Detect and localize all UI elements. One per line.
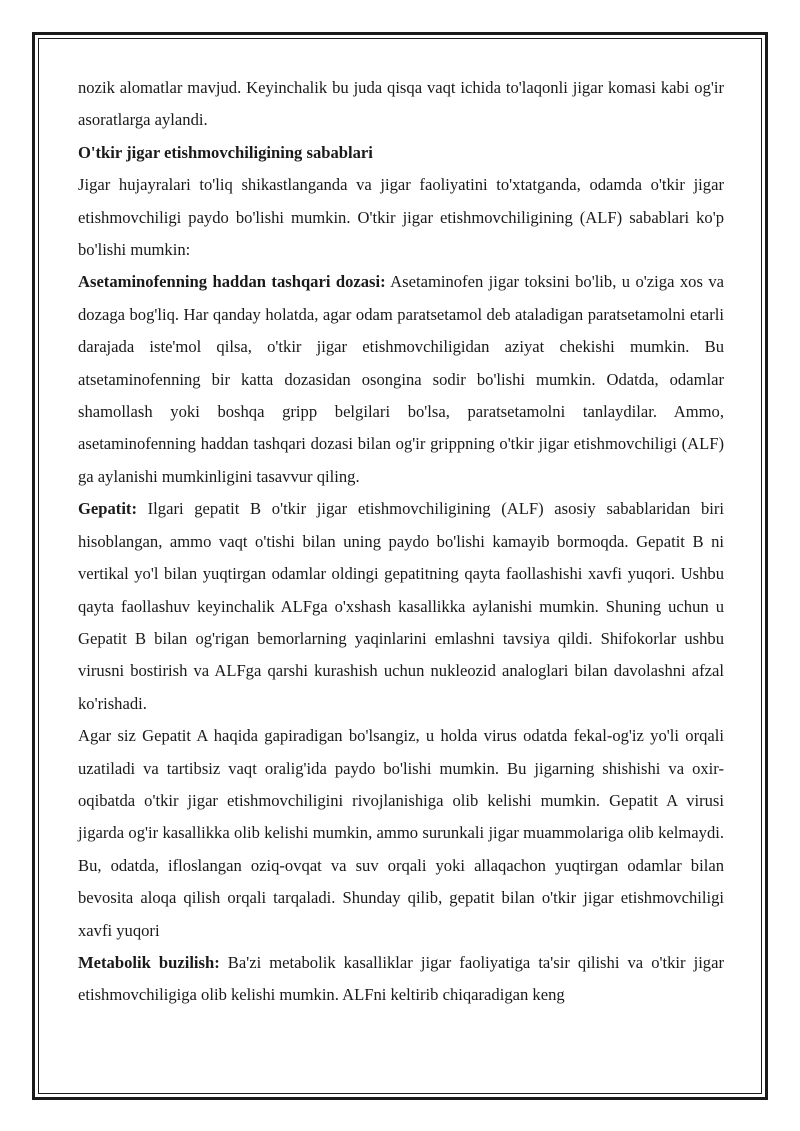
hepatitis-text: Ilgari gepatit B o'tkir jigar etishmovchiligining (ALF) asosiy sabablaridan biri hisoblangan, ammo vaqt o'tishi bilan uning paydo bo'lishi kamayib bormoqda. Gepatit B ni vertikal yo'l bilan yuqtirgan odamlar oldingi gepatitning qayta faollashishi xavfi yuqori. Ushbu qayta faollashuv keyinchalik ALFga o'xshash kasallikka aylanishi mumkin. Shuning uchun u Gepatit B bilan og'rigan bemorlarning yaqinlarini emlashni tavsiya qildi. Shifokorlar ushbu virusni bostirish va ALFga qarshi kurashish uchun nukleozid analoglari bilan davolashni afzal ko'rishadi. bbox=[78, 499, 724, 713]
hepatitis-lead: Gepatit: bbox=[78, 499, 137, 519]
acetaminophen-lead: Asetaminofenning haddan tashqari dozasi: bbox=[78, 272, 386, 292]
paragraph-acetaminophen bbox=[78, 266, 724, 493]
metabolic-text: Ba'zi metabolik kasalliklar jigar faoliyatiga ta'sir qilishi va o'tkir jigar etishmovchiligiga olib kelishi mumkin. ALFni keltirib chiqaradigan keng bbox=[78, 952, 724, 1005]
paragraph-metabolic bbox=[78, 947, 724, 1012]
paragraph-hepatitis-a: Agar siz Gepatit A haqida gapiradigan bo'lsangiz, u holda virus odatda fekal-og'iz yo'li orqali uzatiladi va tartibsiz vaqt oralig'ida paydo bo'lishi mumkin. Bu jigarning shishishi va oxir-oqibatda o'tkir jigar etishmovchiligini rivojlanishiga olib kelishi mumkin. Gepatit A virusi jigarda og'ir kasallikka olib kelishi mumkin, ammo surunkali jigar muammolariga olib kelmaydi. Bu, odatda, ifloslangan oziq-ovqat va suv orqali yoki allaqachon yuqtirgan odamlar bilan bevosita aloqa qilish orqali tarqaladi. Shunday qilib, gepatit bilan o'tkir jigar etishmovchiligi xavfi yuqori bbox=[78, 726, 724, 940]
paragraph-causes-intro: Jigar hujayralari to'liq shikastlanganda va jigar faoliyatini to'xtatganda, odamda o'tkir jigar etishmovchiligi paydo bo'lishi mumkin. O'tkir jigar etishmovchiligining (ALF) sabablari ko'p bo'lishi mumkin: bbox=[78, 175, 724, 260]
paragraph-hepatitis bbox=[78, 493, 724, 720]
paragraph-intro: nozik alomatlar mavjud. Keyinchalik bu juda qisqa vaqt ichida to'laqonli jigar komasi kabi og'ir asoratlarga aylandi. bbox=[78, 78, 724, 130]
acetaminophen-text: Asetaminofen jigar toksini bo'lib, u o'ziga xos va dozaga bog'liq. Har qanday holatda, agar odam paratsetamol deb ataladigan paratsetamolni etarli darajada iste'mol qilsa, o'tkir jigar etishmovchiligidan aziyat chekishi mumkin. Bu atsetaminofenning bir katta dozasidan osongina sodir bo'lishi mumkin. Odatda, odamlar shamollash yoki boshqa gripp belgilari bo'lsa, paratsetamolni tanlaydilar. Ammo, asetaminofenning haddan tashqari dozasi bilan og'ir grippning o'tkir jigar etishmovchiligi (ALF) ga aylanishi mumkinligini tasavvur qiling. bbox=[78, 272, 724, 486]
metabolic-lead: Metabolik buzilish: bbox=[78, 952, 220, 972]
section-heading: O'tkir jigar etishmovchiligining sabablari bbox=[78, 142, 373, 162]
document-body bbox=[78, 72, 724, 1012]
